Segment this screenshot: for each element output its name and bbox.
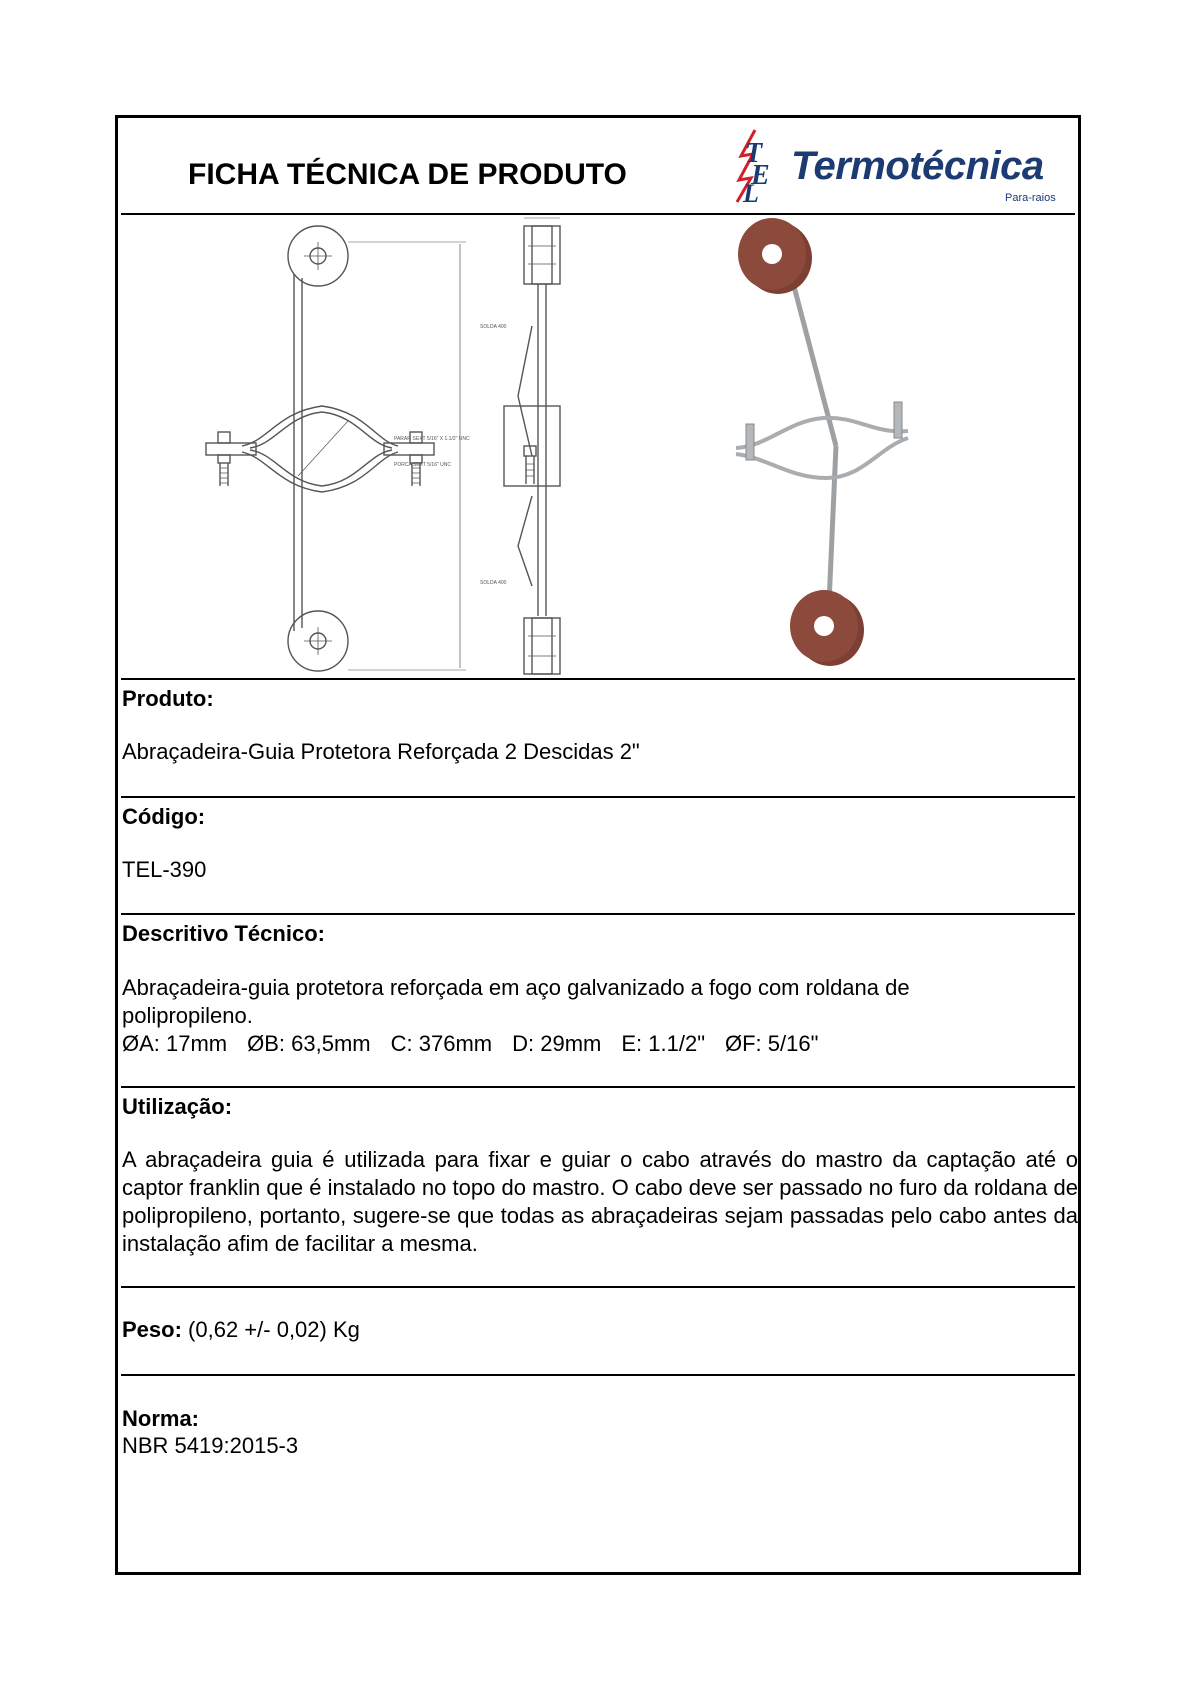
- divider-codigo: [121, 796, 1075, 798]
- divider-header: [121, 213, 1075, 215]
- company-logo: [733, 128, 1073, 206]
- product-photo: [718, 216, 938, 678]
- dim-e: E: 1.1/2": [621, 1031, 705, 1056]
- dim-f: ØF: 5/16": [725, 1031, 819, 1056]
- datasheet-frame: [115, 115, 1081, 1575]
- label-bolt: PARAF. SEXT 5/16" X 1.1/2" UNC: [394, 436, 470, 442]
- descritivo-line2: polipropileno.: [122, 1003, 253, 1028]
- peso-label: Peso:: [122, 1317, 182, 1342]
- logo-wordmark: Termotécnica: [791, 144, 1044, 188]
- dim-b: ØB: 63,5mm: [247, 1031, 371, 1056]
- label-weld-bottom: SOLDA 400: [480, 580, 507, 586]
- dim-d: D: 29mm: [512, 1031, 602, 1056]
- utilizacao-text: A abraçadeira guia é utilizada para fixar e guiar o cabo através do mastro da captação até o captor franklin que é instalado no topo do mastro. O cabo deve ser passado no furo da roldana de polipropileno, portanto, sugere-se que todas as abraçadeiras sejam passadas pelo cabo antes da instalação afim de facilitar a mesma.: [122, 1147, 1078, 1256]
- produto-value: Abraçadeira-Guia Protetora Reforçada 2 Descidas 2": [122, 739, 640, 764]
- technical-drawing: [198, 216, 578, 678]
- svg-text:L: L: [743, 179, 759, 204]
- descritivo-label: Descritivo Técnico:: [122, 921, 325, 946]
- codigo-value: TEL-390: [122, 857, 207, 882]
- dim-c: C: 376mm: [390, 1031, 493, 1056]
- divider-norma: [121, 1374, 1075, 1376]
- divider-produto: [121, 678, 1075, 680]
- divider-peso: [121, 1286, 1075, 1288]
- produto-label: Produto:: [122, 686, 214, 711]
- descritivo-line1: Abraçadeira-guia protetora reforçada em aço galvanizado a fogo com roldana de: [122, 975, 910, 1000]
- norma-value: NBR 5419:2015-3: [122, 1433, 299, 1458]
- divider-descritivo: [121, 913, 1075, 915]
- label-nut: PORCA SEXT 5/16" UNC: [394, 462, 451, 468]
- codigo-label: Código:: [122, 804, 206, 829]
- peso-row: [122, 1316, 360, 1344]
- divider-utilizacao: [121, 1086, 1075, 1088]
- dim-a: ØA: 17mm: [122, 1031, 228, 1056]
- utilizacao-label: Utilização:: [122, 1094, 233, 1119]
- descritivo-dimensions: [122, 1030, 838, 1058]
- page-title: FICHA TÉCNICA DE PRODUTO: [188, 158, 627, 191]
- logo-subtitle: Para-raios: [1005, 192, 1056, 204]
- label-weld-top: SOLDA 400: [480, 324, 507, 330]
- peso-value: (0,62 +/- 0,02) Kg: [188, 1317, 360, 1342]
- svg-text:E: E: [751, 160, 770, 191]
- tel-lightning-logo-icon: [733, 128, 793, 204]
- svg-text:T: T: [745, 138, 763, 169]
- norma-label: Norma:: [122, 1406, 200, 1431]
